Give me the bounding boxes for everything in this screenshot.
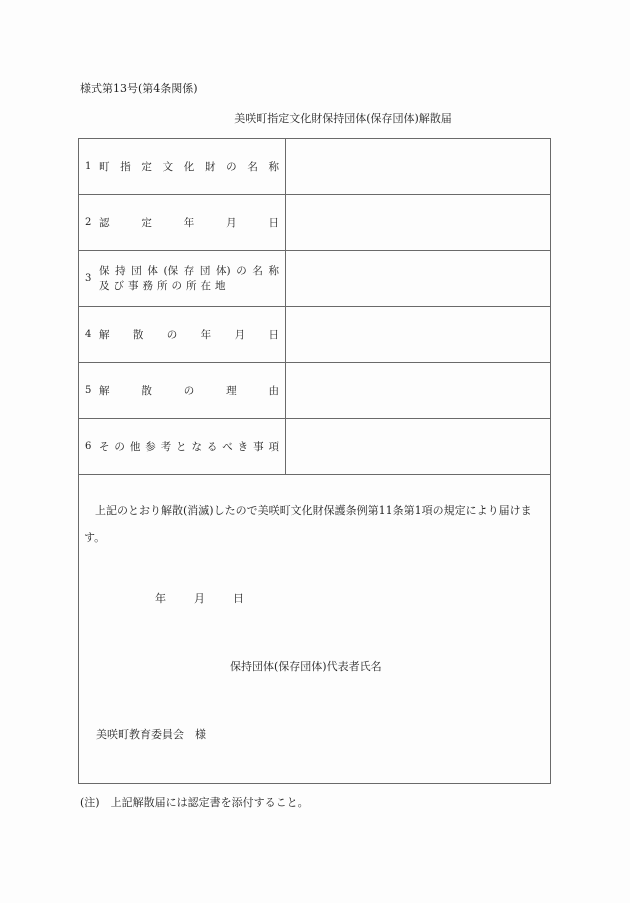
row-label-text: 解 散 の 理 由	[99, 385, 279, 397]
form-frame	[78, 138, 551, 784]
table-row-group-name-address	[79, 251, 550, 307]
row-label	[79, 195, 286, 250]
table-row-cultural-property-name	[79, 139, 550, 195]
other-notes-field[interactable]	[286, 419, 550, 474]
row-number: 3	[85, 273, 92, 284]
group-name-address-field[interactable]	[286, 251, 550, 306]
footnote: (注) 上記解散届には認定書を添付すること。	[80, 796, 309, 809]
table-row-dissolution-reason	[79, 363, 550, 419]
declaration-text: 上記のとおり解散(消滅)したので美咲町文化財保護条例第11条第1項の規定により届けます。	[84, 504, 532, 544]
row-label	[79, 363, 286, 418]
dissolution-reason-field[interactable]	[286, 363, 550, 418]
row-label	[79, 139, 286, 194]
table-row-dissolution-date	[79, 307, 550, 363]
row-number: 5	[85, 385, 92, 396]
date-day-label: 日	[233, 592, 244, 605]
row-label-text: 町 指 定 文 化 財 の 名 称	[99, 161, 279, 173]
row-label-text: そ の 他 参 考 と な る べ き 事 項	[99, 441, 279, 453]
table-row-other-notes	[79, 419, 550, 475]
row-label-text: 認 定 年 月 日	[99, 217, 279, 229]
form-number: 様式第13号(第4条関係)	[80, 82, 198, 95]
representative-name-label: 保持団体(保存団体)代表者氏名	[230, 660, 382, 673]
table-row-certification-date	[79, 195, 550, 251]
dissolution-date-field[interactable]	[286, 307, 550, 362]
date-month-label: 月	[194, 592, 205, 605]
row-number: 1	[85, 161, 92, 172]
row-label-text: 解 散 の 年 月 日	[99, 329, 279, 341]
row-label	[79, 419, 286, 474]
cultural-property-name-field[interactable]	[286, 139, 550, 194]
row-number: 4	[85, 329, 92, 340]
certification-date-field[interactable]	[286, 195, 550, 250]
addressee: 美咲町教育委員会 様	[96, 728, 206, 741]
row-label	[79, 251, 286, 306]
row-label	[79, 307, 286, 362]
row-number: 6	[85, 441, 92, 452]
document-title: 美咲町指定文化財保持団体(保存団体)解散届	[234, 112, 452, 125]
row-number: 2	[85, 217, 92, 228]
submission-date[interactable]	[155, 590, 244, 606]
date-year-label: 年	[155, 592, 166, 605]
row-label-text: 保 持 団 体 (保 存 団 体) の 名 称 及び事務所の所在地	[99, 264, 279, 292]
